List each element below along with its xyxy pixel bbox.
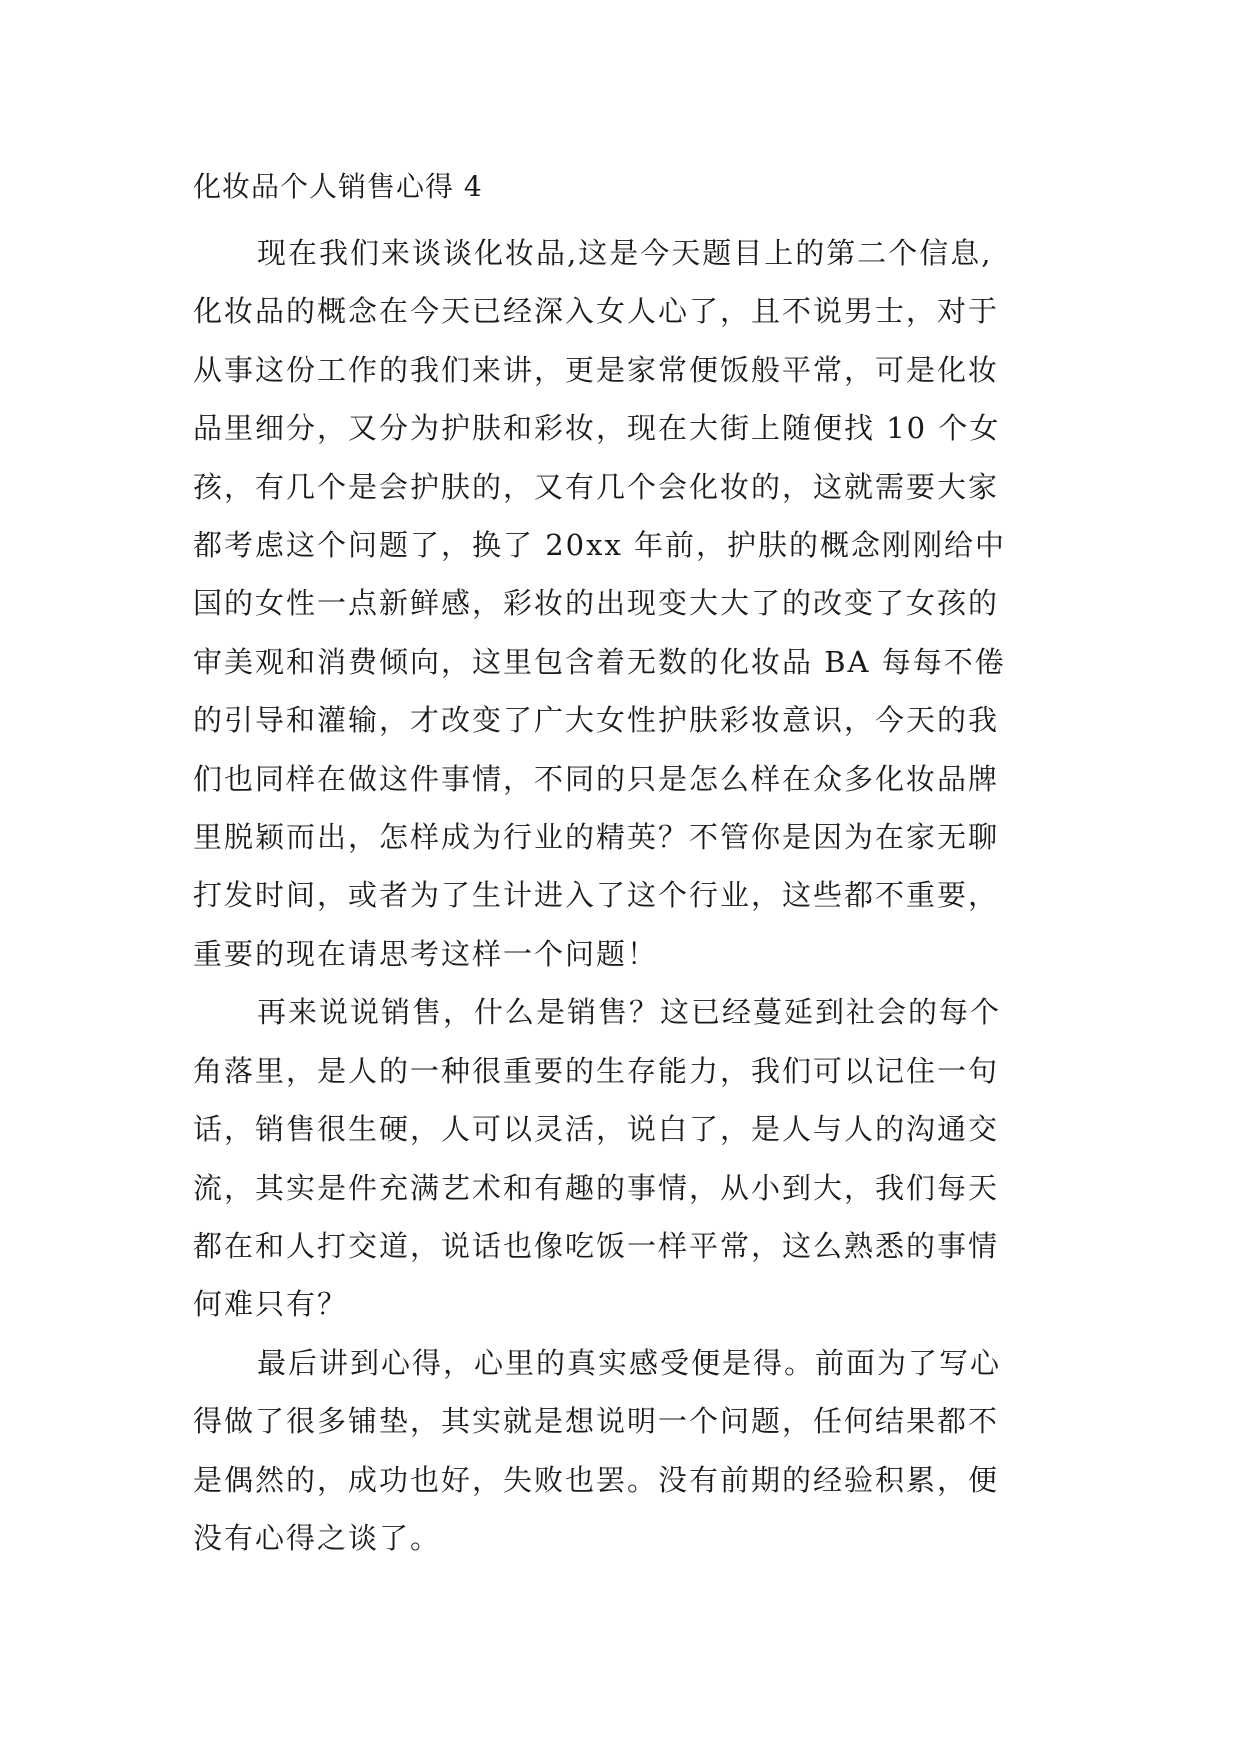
paragraph-line: 孩，有几个是会护肤的，又有几个会化妆的，这就需要大家	[193, 469, 1000, 504]
paragraph-line: 重要的现在请思考这样一个问题！	[193, 936, 659, 971]
paragraph-3	[193, 1334, 1073, 1568]
paragraph-line: 从事这份工作的我们来讲，更是家常便饭般平常，可是化妆	[193, 352, 1000, 387]
paragraph-line: 品里细分，又分为护肤和彩妆，现在大街上随便找 10 个女	[193, 411, 1001, 446]
paragraph-2	[193, 983, 1073, 1333]
paragraph-line: 现在我们来谈谈化妆品,这是今天题目上的第二个信息,	[257, 236, 993, 270]
paragraph-line: 再来说说销售，什么是销售？这已经蔓延到社会的每个	[257, 995, 1002, 1030]
paragraph-line: 都在和人打交道，说话也像吃饭一样平常，这么熟悉的事情	[193, 1228, 1000, 1263]
paragraph-line: 得做了很多铺垫，其实就是想说明一个问题，任何结果都不	[193, 1404, 1000, 1439]
paragraph-line: 的引导和灌输，才改变了广大女性护肤彩妆意识，今天的我	[193, 703, 1000, 738]
paragraph-line: 化妆品的概念在今天已经深入女人心了，且不说男士，对于	[193, 294, 1000, 329]
document-title: 化妆品个人销售心得 4	[193, 170, 483, 203]
paragraph-line: 最后讲到心得，心里的真实感受便是得。前面为了写心	[257, 1345, 1002, 1380]
paragraph-line: 话，销售很生硬，人可以灵活，说白了，是人与人的沟通交	[193, 1112, 1000, 1147]
document-body	[193, 158, 1073, 1567]
paragraph-line: 里脱颖而出，怎样成为行业的精英？不管你是因为在家无聊	[193, 820, 1000, 855]
paragraph-line: 何难只有？	[193, 1287, 349, 1322]
paragraph-line: 国的女性一点新鲜感，彩妆的出现变大大了的改变了女孩的	[193, 586, 1000, 621]
paragraph-line: 没有心得之谈了。	[193, 1520, 442, 1555]
paragraph-1	[193, 224, 1073, 983]
paragraph-line: 流，其实是件充满艺术和有趣的事情，从小到大，我们每天	[193, 1170, 1000, 1205]
paragraph-line: 打发时间，或者为了生计进入了这个行业，这些都不重要，	[193, 878, 1000, 913]
paragraph-line: 都考虑这个问题了，换了 20xx 年前，护肤的概念刚刚给中	[193, 528, 1007, 563]
paragraph-line: 是偶然的，成功也好，失败也罢。没有前期的经验积累，便	[193, 1462, 1000, 1497]
paragraph-line: 角落里，是人的一种很重要的生存能力，我们可以记住一句	[193, 1053, 1000, 1088]
paragraph-line: 们也同样在做这件事情，不同的只是怎么样在众多化妆品牌	[193, 761, 1000, 796]
paragraph-line: 审美观和消费倾向，这里包含着无数的化妆品 BA 每每不倦	[193, 644, 1006, 679]
